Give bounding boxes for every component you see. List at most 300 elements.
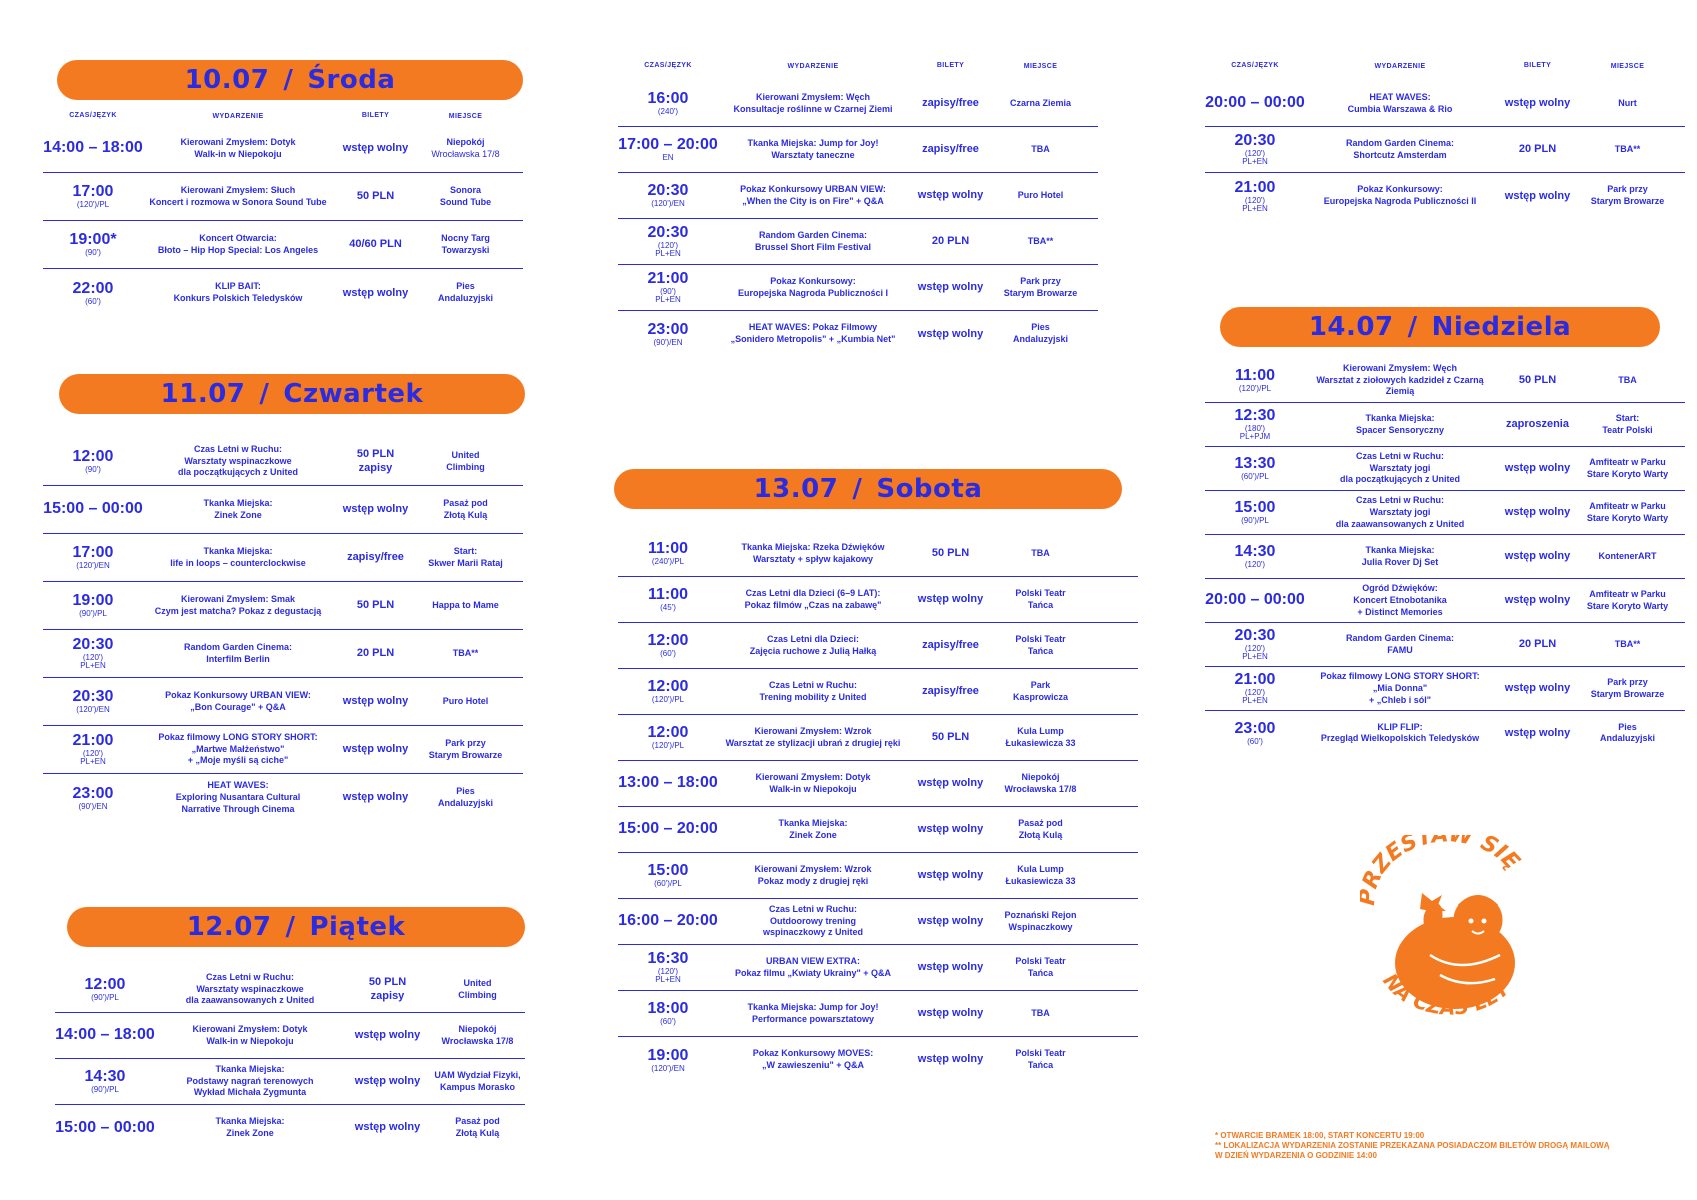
event-place: Puro Hotel — [1017, 189, 1064, 200]
event-place: Puro Hotel — [442, 695, 489, 706]
event-time: 12:00 — [647, 632, 689, 649]
event-place-cell — [1580, 501, 1675, 524]
event-place: KontenerART — [1598, 550, 1657, 561]
event-title: Kierowani Zmysłem: Dotyk Walk-in w Niepokoju — [180, 136, 296, 159]
day-separator: / — [1407, 312, 1418, 342]
event-tickets: wstęp wolny — [354, 1028, 421, 1041]
event-title: Kierowani Zmysłem: Wzrok Warsztat ze stylizacji ubrań z drugiej ręki — [725, 725, 901, 748]
event-duration: (120') PL+EN — [655, 967, 681, 984]
event-title: Pokaz filmowy LONG STORY SHORT: „Martwe Małżeństwo" + „Moje myśli są ciche" — [158, 731, 318, 766]
event-tickets: wstęp wolny — [917, 592, 984, 605]
event-time: 11:00 — [647, 586, 689, 603]
event-time: 12:30 — [1234, 407, 1276, 425]
table-row — [1205, 81, 1685, 127]
header-event: WYDARZENIE — [1374, 63, 1426, 70]
table-row — [1205, 447, 1685, 491]
event-time-cell — [618, 137, 718, 162]
event-tickets: wstęp wolny — [917, 189, 984, 201]
event-time: 14:30 — [1234, 543, 1276, 561]
event-place-cell — [993, 236, 1088, 248]
event-place: TBA — [1031, 143, 1050, 154]
event-place-cell — [418, 233, 513, 256]
svg-text:PRZESTAW SIĘ: RZESTAW SIĘ — [1360, 835, 1525, 893]
schedule-table — [43, 125, 523, 317]
table-row — [618, 1037, 1138, 1083]
event-time-cell — [1205, 408, 1305, 441]
event-duration: (120') PL+EN — [80, 653, 106, 670]
event-place-cell — [418, 137, 513, 160]
table-row — [43, 173, 523, 221]
event-duration: (90') — [85, 248, 101, 258]
event-duration: EN — [662, 153, 674, 163]
table-row — [1205, 535, 1685, 579]
event-duration: (120') — [1244, 560, 1266, 570]
table-row — [618, 531, 1138, 577]
event-place: TBA** — [1614, 638, 1641, 649]
event-title: Czas Letni w Ruchu: Outdoorowy trening wspinaczkowy z United — [762, 903, 864, 938]
event-place: Czarna Ziemia — [1009, 97, 1072, 108]
day-separator: / — [852, 474, 863, 504]
event-duration: (90') PL+EN — [655, 287, 681, 305]
event-time: 15:00 – 20:00 — [618, 820, 718, 837]
event-place-cell — [430, 1024, 525, 1047]
event-time-cell — [618, 951, 718, 984]
event-time-cell — [1205, 628, 1305, 661]
table-row — [618, 715, 1138, 761]
event-duration: (120') PL+EN — [1242, 644, 1268, 662]
table-row — [43, 630, 523, 678]
header-event: WYDARZENIE — [787, 63, 839, 70]
event-time-cell — [43, 689, 143, 714]
column-headers — [43, 112, 523, 121]
event-duration: (120')/PL — [1238, 384, 1272, 394]
event-tickets: wstęp wolny — [342, 742, 409, 755]
day-header-10-07 — [57, 60, 523, 100]
event-tickets: zapisy/free — [922, 638, 979, 651]
event-title: Kierowani Zmysłem: Węch Konsultacje roślinne w Czarnej Ziemi — [733, 91, 893, 114]
event-place-cell — [993, 956, 1088, 979]
event-title: Tkanka Miejska: Spacer Sensoryczny — [1355, 412, 1445, 435]
event-duration: (90')/PL — [91, 993, 119, 1002]
event-place: Kula Lump Łukasiewicza 33 — [1005, 863, 1076, 886]
header-tickets: BILETY — [361, 112, 390, 119]
header-time: CZAS/JĘZYK — [644, 62, 692, 69]
event-place-cell — [418, 696, 513, 708]
event-place: Park Kasprowicza — [1012, 679, 1069, 702]
event-place-address: Wrocławska 17/8 — [431, 148, 500, 159]
event-time: 20:30 — [72, 688, 114, 705]
event-title: Czas Letni w Ruchu: Trening mobility z United — [759, 679, 867, 702]
day-name: Piątek — [309, 912, 406, 942]
day-header-13-07 — [614, 469, 1122, 509]
event-time-cell — [1205, 133, 1305, 166]
event-time-cell — [43, 545, 143, 570]
event-time-cell — [1205, 672, 1305, 705]
event-title: Random Garden Cinema: Shortcutz Amsterdam — [1345, 137, 1455, 160]
day-separator: / — [259, 379, 270, 409]
event-place-cell — [1580, 677, 1675, 700]
event-time-cell — [618, 322, 718, 347]
event-duration: (240')/PL — [651, 557, 685, 566]
event-time: 23:00 — [647, 320, 689, 338]
event-title: Tkanka Miejska: Zinek Zone — [778, 817, 848, 840]
day-header-14-07 — [1220, 307, 1660, 347]
event-title: KLIP FLIP: Przegląd Wielkopolskich Teledysków — [1320, 721, 1480, 744]
event-duration: (120')/EN — [76, 705, 110, 714]
schedule-table — [1205, 359, 1685, 755]
event-title: KLIP BAIT: Konkurs Polskich Teledysków — [173, 281, 303, 304]
event-place: Polski Teatr Tańca — [1015, 587, 1066, 610]
event-place: Amfiteatr w Parku Stare Koryto Warty — [1586, 456, 1669, 479]
event-time-cell — [43, 232, 143, 257]
event-place-cell — [993, 322, 1088, 345]
header-tickets: BILETY — [936, 62, 965, 69]
table-row — [43, 774, 523, 822]
event-duration: (120') PL+EN — [1242, 149, 1268, 167]
day-date: 14.07 — [1308, 312, 1394, 342]
event-place-cell — [418, 546, 513, 569]
event-place: United Climbing — [446, 449, 485, 472]
event-place-cell — [418, 185, 513, 208]
logo-illustration-icon — [1360, 835, 1535, 1035]
event-time: 14:30 — [84, 1068, 126, 1085]
schedule-table — [55, 967, 525, 1151]
event-title: Czas Letni w Ruchu: Warsztaty wspinaczkowe dla zaawansowanych z United — [185, 971, 315, 1006]
event-place: Niepokój Wrocławska 17/8 — [1004, 771, 1077, 794]
event-place: Niepokój — [446, 136, 485, 147]
event-title: Random Garden Cinema: Brussel Short Film Festival — [754, 229, 872, 252]
event-title: Czas Letni w Ruchu: Warsztaty jogi dla początkujących z United — [1339, 451, 1461, 485]
event-title: Tkanka Miejska: Julia Rover Dj Set — [1361, 545, 1439, 567]
event-time: 12:00 — [647, 724, 689, 741]
event-tickets: wstęp wolny — [1504, 726, 1571, 739]
event-time: 22:00 — [72, 279, 114, 297]
event-time: 20:30 — [1234, 132, 1276, 150]
event-place: Polski Teatr Tańca — [1015, 955, 1066, 978]
table-row — [43, 582, 523, 630]
table-row — [1205, 623, 1685, 667]
event-tickets: wstęp wolny — [1504, 682, 1571, 695]
event-tickets: zapisy/free — [922, 684, 979, 697]
day-11-07 — [43, 374, 523, 822]
event-time: 15:00 – 00:00 — [55, 1118, 155, 1136]
event-time: 14:00 – 18:00 — [43, 139, 143, 157]
day-14-07 — [1205, 307, 1685, 755]
event-place: Nocny Targ Towarzyski — [441, 232, 490, 255]
event-title: Tkanka Miejska: Zinek Zone — [203, 497, 273, 520]
event-tickets: 20 PLN — [356, 646, 395, 659]
event-tickets: wstęp wolny — [917, 281, 984, 293]
schedule-table — [1205, 81, 1685, 219]
event-title: Pokaz Konkursowy: Europejska Nagroda Publiczności II — [1323, 184, 1477, 207]
event-place-cell — [993, 1008, 1088, 1020]
table-row — [618, 173, 1098, 219]
event-tickets: wstęp wolny — [342, 502, 409, 515]
event-tickets: 20 PLN — [1518, 143, 1557, 155]
svg-text:NA CZAS LETNI: NA CZAS LET — [1378, 968, 1514, 1020]
table-row — [43, 221, 523, 269]
event-title: Kierowani Zmysłem: Węch Warsztat z ziołowych kadzideł z Czarną Ziemią — [1316, 363, 1484, 397]
event-title: Kierowani Zmysłem: Smak Czym jest matcha? Pokaz z degustacją — [154, 593, 322, 616]
event-place-cell — [418, 600, 513, 612]
event-place-cell — [430, 1070, 525, 1093]
event-place-cell — [993, 548, 1088, 560]
event-place-cell — [993, 1048, 1088, 1071]
event-time: 20:00 – 00:00 — [1205, 591, 1305, 609]
event-place: Amfiteatr w Parku Stare Koryto Warty — [1586, 500, 1669, 523]
event-place: Sonora Sound Tube — [439, 184, 492, 207]
event-time-cell — [43, 733, 143, 766]
footnote-location: ** LOKALIZACJA WYDARZENIA ZOSTANIE PRZEKAZANA POSIADACZOM BILETÓW DROGĄ MAILOWĄ — [1215, 1141, 1610, 1150]
event-duration: (120') PL+EN — [1242, 195, 1268, 213]
day-date: 10.07 — [184, 65, 270, 95]
event-time-cell — [55, 1069, 155, 1094]
table-row — [43, 125, 523, 173]
event-time: 19:00* — [69, 231, 117, 249]
event-place: TBA — [1031, 547, 1050, 558]
table-row — [1205, 173, 1685, 219]
event-tickets: 50 PLN zapisy — [356, 448, 395, 474]
table-row — [55, 1059, 525, 1105]
event-duration: (90')/EN — [78, 801, 108, 811]
table-row — [43, 486, 523, 534]
event-place: Amfiteatr w Parku Stare Koryto Warty — [1586, 589, 1669, 611]
event-title: Koncert Otwarcia: Błoto – Hip Hop Special: Los Angeles — [157, 232, 319, 255]
event-tickets: 50 PLN — [356, 598, 395, 611]
schedule-table — [618, 531, 1138, 1083]
event-place: Pasaż pod Złotą Kulą — [443, 497, 488, 520]
event-place: Niepokój Wrocławska 17/8 — [441, 1023, 514, 1046]
footnote-gates: * OTWARCIE BRAMEK 18:00, START KONCERTU 19:00 — [1215, 1131, 1425, 1140]
day-separator: / — [283, 65, 294, 95]
day-date: 13.07 — [753, 474, 839, 504]
event-time-cell — [1205, 180, 1305, 213]
event-tickets: 50 PLN — [1518, 373, 1557, 386]
event-place-cell — [1580, 551, 1675, 563]
event-title: Tkanka Miejska: Podstawy nagrań terenowych Wykład Michała Zygmunta — [186, 1063, 314, 1098]
event-title: Ogród Dźwięków: Koncert Etnobotanika + Distinct Memories — [1353, 583, 1447, 617]
event-place-cell — [1580, 457, 1675, 480]
event-time-cell — [43, 140, 143, 157]
event-title: Random Garden Cinema: FAMU — [1345, 633, 1455, 655]
event-place: Park przy Starym Browarze — [1003, 275, 1078, 298]
event-place: Park przy Starym Browarze — [1590, 184, 1665, 207]
event-duration: (60') — [1247, 736, 1263, 746]
day-12-07 — [55, 907, 525, 1151]
festival-logo — [1360, 835, 1535, 1035]
event-duration: (120')/PL — [651, 741, 685, 750]
event-tickets: wstęp wolny — [917, 327, 984, 340]
day-date: 11.07 — [160, 379, 246, 409]
event-place-cell — [993, 588, 1088, 611]
event-title: HEAT WAVES: Exploring Nusantara Cultural Narrative Through Cinema — [175, 780, 301, 814]
event-time: 12:00 — [647, 678, 689, 695]
event-place: Start: Teatr Polski — [1602, 412, 1653, 435]
event-time: 16:00 – 20:00 — [618, 912, 718, 929]
table-row — [55, 1105, 525, 1151]
event-tickets: zapisy/free — [922, 143, 979, 155]
event-tickets: wstęp wolny — [917, 914, 984, 927]
event-tickets: wstęp wolny — [354, 1121, 421, 1134]
event-tickets: wstęp wolny — [354, 1074, 421, 1087]
event-time: 13:30 — [1234, 455, 1276, 473]
header-place: MIEJSCE — [448, 113, 483, 120]
event-time: 19:00 — [72, 592, 114, 609]
event-time: 23:00 — [1234, 719, 1276, 737]
event-tickets: zapisy/free — [347, 550, 404, 563]
event-place-cell — [993, 910, 1088, 933]
event-time: 13:00 – 18:00 — [618, 774, 718, 791]
table-row — [43, 534, 523, 582]
event-place: Pies Andaluzyjski — [437, 281, 493, 304]
event-title: HEAT WAVES: Cumbia Warszawa & Rio — [1347, 91, 1453, 114]
day-name: Czwartek — [283, 379, 424, 409]
event-time-cell — [618, 1001, 718, 1026]
event-time-cell — [618, 679, 718, 704]
event-tickets: wstęp wolny — [917, 1006, 984, 1019]
table-row — [43, 438, 523, 486]
event-title: Pokaz Konkursowy URBAN VIEW: „Bon Courage" + Q&A — [165, 689, 311, 712]
schedule-table — [618, 81, 1098, 357]
event-time-cell — [618, 225, 718, 258]
event-time-cell — [55, 1027, 155, 1044]
event-title: Tkanka Miejska: life in loops – counterclockwise — [170, 545, 306, 568]
event-title: Kierowani Zmysłem: Słuch Koncert i rozmowa w Sonora Sound Tube — [149, 184, 327, 207]
event-duration: (120')/PL — [651, 695, 685, 704]
event-duration: (120')/PL — [76, 200, 110, 210]
table-row — [1205, 711, 1685, 755]
event-place: Start: Skwer Marii Rataj — [428, 545, 503, 568]
event-tickets: zaproszenia — [1506, 417, 1569, 430]
event-time: 11:00 — [647, 540, 689, 557]
schedule-table — [43, 438, 523, 822]
event-duration: (90')/PL — [79, 609, 107, 618]
event-duration: (90') — [85, 465, 101, 474]
event-time: 23:00 — [72, 784, 114, 802]
event-time-cell — [43, 786, 143, 811]
table-row — [618, 853, 1138, 899]
table-row — [618, 991, 1138, 1037]
event-tickets: wstęp wolny — [1504, 462, 1571, 474]
event-place-cell — [418, 498, 513, 521]
event-tickets: wstęp wolny — [342, 694, 409, 707]
event-time: 20:30 — [72, 636, 114, 653]
event-place: Polski Teatr Tańca — [1015, 1048, 1066, 1070]
event-title: Tkanka Miejska: Rzeka Dźwięków Warsztaty + spływ kajakowy — [741, 541, 885, 564]
event-tickets: wstęp wolny — [917, 868, 984, 881]
event-tickets: wstęp wolny — [1504, 97, 1571, 109]
event-title: Pokaz Konkursowy: Europejska Nagroda Publiczności I — [737, 275, 889, 298]
event-time: 16:30 — [647, 950, 689, 967]
event-place: TBA** — [452, 647, 479, 658]
event-title: Pokaz Konkursowy MOVES: „W zawieszeniu" + Q&A — [752, 1048, 874, 1070]
table-row — [43, 726, 523, 774]
event-tickets: wstęp wolny — [342, 142, 409, 154]
event-time: 17:00 — [72, 183, 114, 201]
event-title: Kierowani Zmysłem: Wzrok Pokaz mody z drugiej ręki — [754, 863, 872, 886]
event-place: Pies Andaluzyjski — [1012, 322, 1068, 345]
event-time-cell — [618, 725, 718, 750]
day-10-07 — [43, 60, 523, 317]
table-row — [43, 269, 523, 317]
event-duration: (90')/PL — [1241, 516, 1269, 526]
event-time-cell — [55, 1120, 155, 1137]
event-time-cell — [618, 821, 718, 838]
header-time: CZAS/JĘZYK — [1231, 62, 1279, 69]
event-time-cell — [43, 281, 143, 306]
header-place: MIEJSCE — [1610, 63, 1645, 70]
day-name: Środa — [307, 65, 396, 95]
event-duration: (120')/EN — [76, 561, 110, 570]
event-time: 21:00 — [647, 270, 689, 288]
event-time-cell — [43, 501, 143, 518]
event-place: Polski Teatr Tańca — [1015, 633, 1066, 656]
event-duration: (60') — [85, 296, 101, 306]
event-duration: (120') PL+EN — [1242, 688, 1268, 706]
event-place-cell — [993, 680, 1088, 703]
event-place: Poznański Rejon Wspinaczkowy — [1004, 909, 1077, 932]
event-duration: (120')/EN — [651, 199, 685, 209]
event-time-cell — [1205, 95, 1305, 112]
event-tickets: wstęp wolny — [1504, 594, 1571, 607]
table-row — [618, 577, 1138, 623]
event-duration: (90')/EN — [653, 337, 683, 347]
event-place-cell — [993, 634, 1088, 657]
event-place: Pies Andaluzyjski — [1599, 721, 1655, 744]
event-place: Kula Lump Łukasiewicza 33 — [1005, 725, 1076, 748]
day-12-07-continued — [618, 62, 1098, 357]
event-duration: (120') PL+EN — [80, 749, 106, 766]
event-time: 16:00 — [647, 90, 689, 108]
event-time: 12:00 — [84, 976, 126, 993]
event-tickets: 50 PLN — [356, 190, 395, 202]
event-place-cell — [1580, 184, 1675, 207]
event-place-cell — [430, 978, 525, 1001]
event-place-cell — [418, 648, 513, 660]
event-tickets: zapisy/free — [922, 97, 979, 109]
event-time-cell — [43, 449, 143, 474]
event-place: United Climbing — [458, 977, 497, 1000]
table-row — [618, 219, 1098, 265]
event-tickets: wstęp wolny — [917, 822, 984, 835]
event-tickets: wstęp wolny — [1504, 189, 1571, 202]
table-row — [618, 945, 1138, 991]
event-place-cell — [1580, 413, 1675, 436]
event-place-cell — [418, 786, 513, 809]
event-tickets: 50 PLN — [931, 730, 970, 743]
event-tickets: 20 PLN — [931, 235, 970, 247]
event-time-cell — [1205, 592, 1305, 609]
event-duration: (180') PL+PJM — [1239, 424, 1271, 442]
event-place-cell — [1580, 639, 1675, 651]
event-time: 20:30 — [1234, 627, 1276, 645]
table-row — [618, 265, 1098, 311]
event-place-cell — [993, 818, 1088, 841]
footnote-time: W DZIEŃ WYDARZENIA O GODZINIE 14:00 — [1215, 1151, 1377, 1160]
event-time: 20:30 — [647, 224, 689, 242]
event-place-cell — [1580, 98, 1675, 110]
event-time: 15:00 — [1234, 499, 1276, 517]
column-headers — [618, 62, 1098, 71]
event-duration: (120')/EN — [651, 1063, 685, 1073]
event-place-cell — [1580, 375, 1675, 387]
event-place: TBA** — [1027, 235, 1054, 246]
event-place-cell — [1580, 722, 1675, 745]
table-row — [618, 899, 1138, 945]
table-row — [55, 967, 525, 1013]
event-duration: (60') — [660, 649, 676, 658]
table-row — [55, 1013, 525, 1059]
